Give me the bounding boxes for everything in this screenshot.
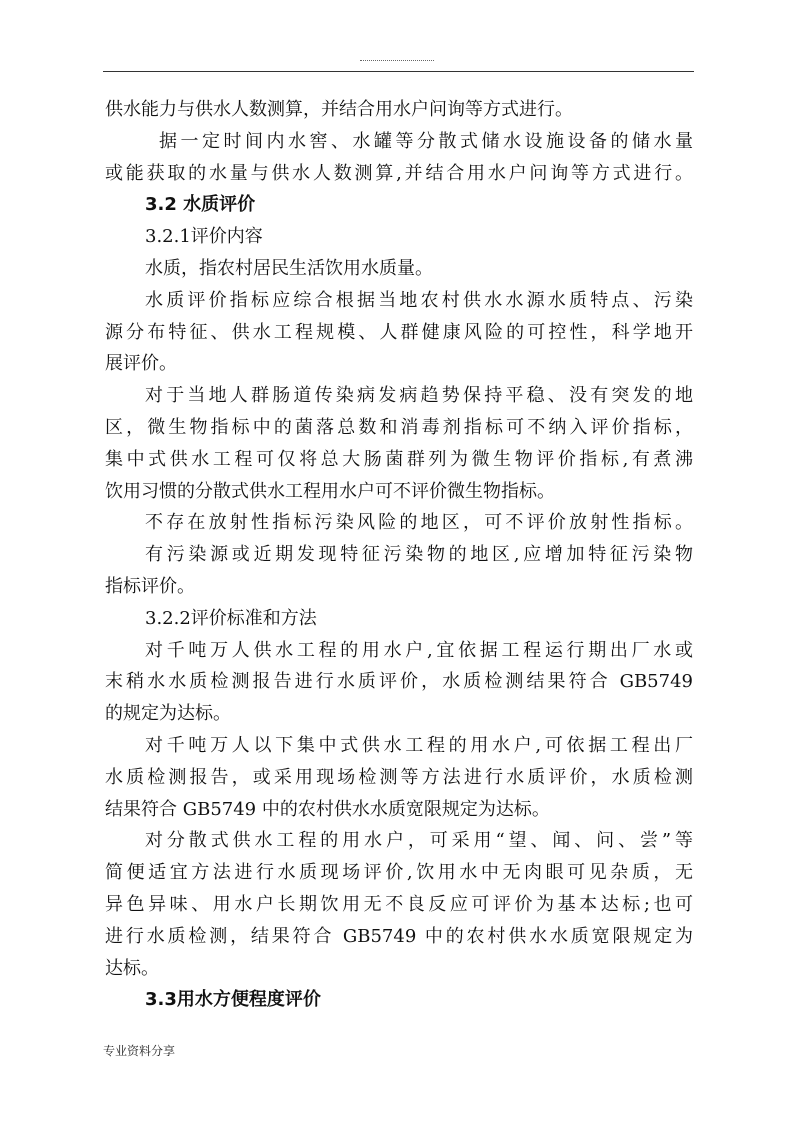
text-line: 对于当地人群肠道传染病发病趋势保持平稳、没有突发的地 bbox=[145, 385, 693, 407]
text-line: 据一定时间内水窖、水罐等分散式储水设施设备的储水量 bbox=[159, 130, 693, 152]
text-line: 供水能力与供水人数测算，并结合用水户问询等方式进行。 bbox=[105, 99, 573, 120]
text-line: 集中式供水工程可仅将总大肠菌群列为微生物评价指标,有煮沸 bbox=[105, 448, 693, 470]
text-line: 对千吨万人以下集中式供水工程的用水户,可依据工程出厂 bbox=[145, 734, 693, 756]
text-line: 源分布特征、供水工程规模、人群健康风险的可控性，科学地开 bbox=[105, 321, 693, 343]
text-line: 3.2.1评价内容 bbox=[145, 226, 263, 248]
text-line: 异色异味、用水户长期饮用无不良反应可评价为基本达标;也可 bbox=[105, 893, 693, 915]
text-line: 对分散式供水工程的用水户，可采用“望、闻、问、尝”等 bbox=[145, 830, 693, 852]
text-line: 或能获取的水量与供水人数测算,并结合用水户问询等方式进行。 bbox=[105, 162, 693, 184]
text-line: 简便适宜方法进行水质现场评价,饮用水中无肉眼可见杂质，无 bbox=[105, 862, 693, 884]
header-rule bbox=[103, 71, 694, 72]
footer-text: 专业资料分享 bbox=[103, 1044, 176, 1058]
text-line: 区，微生物指标中的菌落总数和消毒剂指标可不纳入评价指标， bbox=[105, 416, 693, 438]
text-line: 有污染源或近期发现特征污染物的地区,应增加特征污染物 bbox=[145, 544, 693, 566]
text-line: 达标。 bbox=[105, 957, 159, 979]
section-heading: 3.2 水质评价 bbox=[145, 194, 256, 216]
text-line: 不存在放射性指标污染风险的地区，可不评价放射性指标。 bbox=[145, 512, 693, 534]
text-line: 水质检测报告，或采用现场检测等方法进行水质评价，水质检测 bbox=[105, 766, 693, 788]
section-heading: 3.3用水方便程度评价 bbox=[145, 989, 321, 1011]
text-line: 对千吨万人供水工程的用水户,宜依据工程运行期出厂水或 bbox=[145, 639, 693, 661]
text-line: 3.2.2评价标准和方法 bbox=[145, 607, 317, 629]
document-body bbox=[105, 94, 693, 1016]
text-line: 末稍水水质检测报告进行水质评价，水质检测结果符合 GB5749 bbox=[105, 671, 693, 693]
text-line: 结果符合 GB5749 中的农村供水水质宽限规定为达标。 bbox=[105, 798, 550, 820]
text-line: 进行水质检测，结果符合 GB5749 中的农村供水水质宽限规定为 bbox=[105, 925, 693, 947]
header-dots bbox=[360, 60, 434, 63]
text-line: 的规定为达标。 bbox=[105, 703, 231, 725]
text-line: 水质评价指标应综合根据当地农村供水水源水质特点、污染 bbox=[145, 289, 693, 311]
text-line: 展评价。 bbox=[105, 353, 177, 375]
text-line: 水质，指农村居民生活饮用水质量。 bbox=[145, 257, 433, 279]
text-line: 指标评价。 bbox=[105, 575, 195, 597]
text-line: 饮用习惯的分散式供水工程用水户可不评价微生物指标。 bbox=[105, 480, 555, 502]
